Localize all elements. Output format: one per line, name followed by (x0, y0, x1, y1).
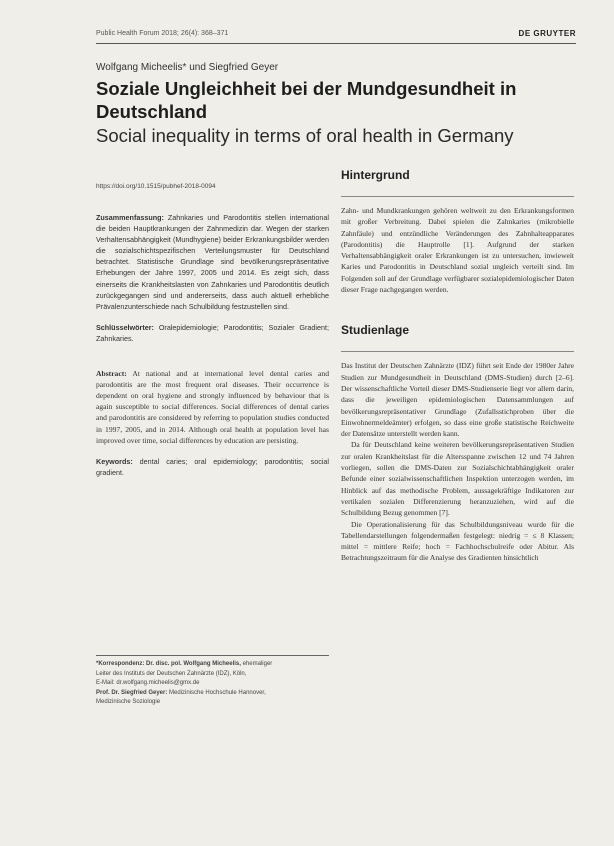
article-authors: Wolfgang Micheelis* und Siegfried Geyer (96, 62, 279, 73)
keywords-german (96, 322, 329, 344)
footnote-line4-rest: Medizinische Hochschule Hannover, (167, 689, 266, 696)
abstract-english-label: Abstract: (96, 369, 127, 379)
section-divider (341, 196, 574, 197)
footnote-affiliation: Leiter des Instituts der Deutschen Zahnärzte (IDZ), Köln, (96, 670, 247, 677)
keywords-english (96, 456, 329, 478)
hintergrund-paragraph: Zahn- und Mundkrankungen gehören weltweit zu den Erkrankungsformen mit großer Verbreitung. Dabei spielen die Zahnkaries (mikrobielle Zahnfäule) und entzündliche Veränderungen des Zahnhalteapparates (Parodontitis) die Hauptrolle [1]. Aufgrund der starken Verhaltensabhängigkeit oraler Erkrankungen ist zu untersuchen, inwieweit Karies und Parodontitis in Deutschland sozial ungleich verteilt sind. Im Folgenden soll auf der Grundlage verfügbarer sozialepidemiologischer Daten dieser Frage nachgegangen werden. (341, 206, 574, 295)
studienlage-paragraph-1: Das Institut der Deutschen Zahnärzte (IDZ) führt seit Ende der 1980er Jahre Studien zur Mundgesundheit in Deutschland (DMS-Studien) durch [2–6]. Der wissenschaftliche Vorteil dieser DMS-Studienserie liegt vor allem darin, dass die jeweiligen epidemiologischen Datensammlungen auf bevölkerungsrepräsentativer Grundlage (Zufallsstichproben über die Einwohnermeldeämter) erfolgen, so dass eine große statistische Reichweite der Datensätze unterstellt werden kann. (341, 361, 574, 439)
section-divider (341, 351, 574, 352)
footnote-line1-rest: ehemaliger (240, 661, 273, 667)
abstract-german (96, 212, 329, 312)
abstract-german-label: Zusammenfassung: (96, 213, 164, 222)
header-divider (96, 43, 576, 44)
footnote-second-author: Prof. Dr. Siegfried Geyer: (96, 689, 168, 696)
keywords-german-text: Oralepidemiologie; Parodontitis; Sozialer Gradient; Zahnkaries. (96, 322, 329, 343)
studienlage-paragraph-3: Die Operationalisierung für das Schulbildungsniveau wurde für die Tabellendarstellungen folgendermaßen festgelegt: niedrig = ≤ 8 Klassen; mittel = mittlere Reife; hoch = Fachhochschulreife oder Abitur. Als Betrachtungszeitraum für die Analyse des Gradienten hinsichtlich (341, 519, 574, 563)
journal-citation: Public Health Forum 2018; 26(4): 368–371 (96, 30, 229, 37)
footnote-department: Medizinische Soziologie (96, 699, 161, 706)
title-english: Social inequality in terms of oral health in Germany (96, 125, 514, 146)
abstract-german-text: Zahnkaries und Parodontitis stellen international die beiden Hauptkrankungen der Zahnmedizin dar. Wegen der starken Verhaltensabhängigkeit (Mundhygiene) beider Erkrankungsbilder werden die sozialschichtspezifischen Verteilungsmuster für Deutschland betrachtet. Statistische Grundlage sind bevölkerungsrepräsentative Erhebungen der Jahre 1997, 2005 und 2014. Es zeigt sich, dass einerseits die Krankheitslasten von Zahnkaries und Parodontitis deutlich zurückgegangen sind und andererseits, dass auch aktuell erhebliche Prävalenzunterschiede nach Schulbildung festzustellen sind. (96, 213, 329, 311)
keywords-english-text: dental caries; oral epidemiology; parodontitis; social gradient. (96, 456, 329, 477)
keywords-german-label: Schlüsselwörter: (96, 322, 154, 332)
section-heading-studienlage: Studienlage (341, 323, 410, 338)
section-heading-hintergrund: Hintergrund (341, 168, 410, 182)
title-german: Soziale Ungleichheit bei der Mundgesundheit in Deutschland (96, 78, 517, 122)
right-column (341, 168, 574, 564)
footnote-corresponding-author: *Korrespondenz: Dr. disc. pol. Wolfgang Micheelis, (96, 661, 241, 667)
left-column (96, 212, 329, 488)
abstract-english-text: At national and at international level dental caries and parodontitis are the most frequent oral diseases. Their occurrence is dependent on oral hygiene and strongly influenced by behaviour that is again susceptible to social differences. Social differences of dental caries and parodontitis are considered by referring to population studies conducted in 1997, 2005, and in 2014. Although oral health at population level has improved over time, social differences by education are persisting. (96, 369, 329, 445)
studienlage-paragraph-2: Da für Deutschland keine weiteren bevölkerungsrepräsentativen Studien zur oralen Krankheitslast für die Altersspanne zwischen 12 und 74 Jahren vorliegen, sollen die DMS-Daten zur Sozialschichtabhängigkeit oraler Befunde einer sozialwissenschaftlichen Inspektion unterzogen werden, im Hinblick auf das methodische Problem, aussagekräftige Indikatoren zur vertikalen sozialen Differenzierung heranzuziehen, wird auf die Schulbildung Bezug genommen [7]. (341, 440, 574, 518)
keywords-english-label: Keywords: (96, 456, 133, 466)
publisher-name: DE GRUYTER (518, 29, 576, 38)
footnote-email[interactable]: E-Mail: dr.wolfgang.micheelis@gmx.de (96, 680, 200, 687)
doi-link[interactable]: https://doi.org/10.1515/pubhef-2018-0094 (96, 183, 216, 190)
correspondence-footnote (96, 655, 329, 708)
abstract-english (96, 368, 329, 446)
